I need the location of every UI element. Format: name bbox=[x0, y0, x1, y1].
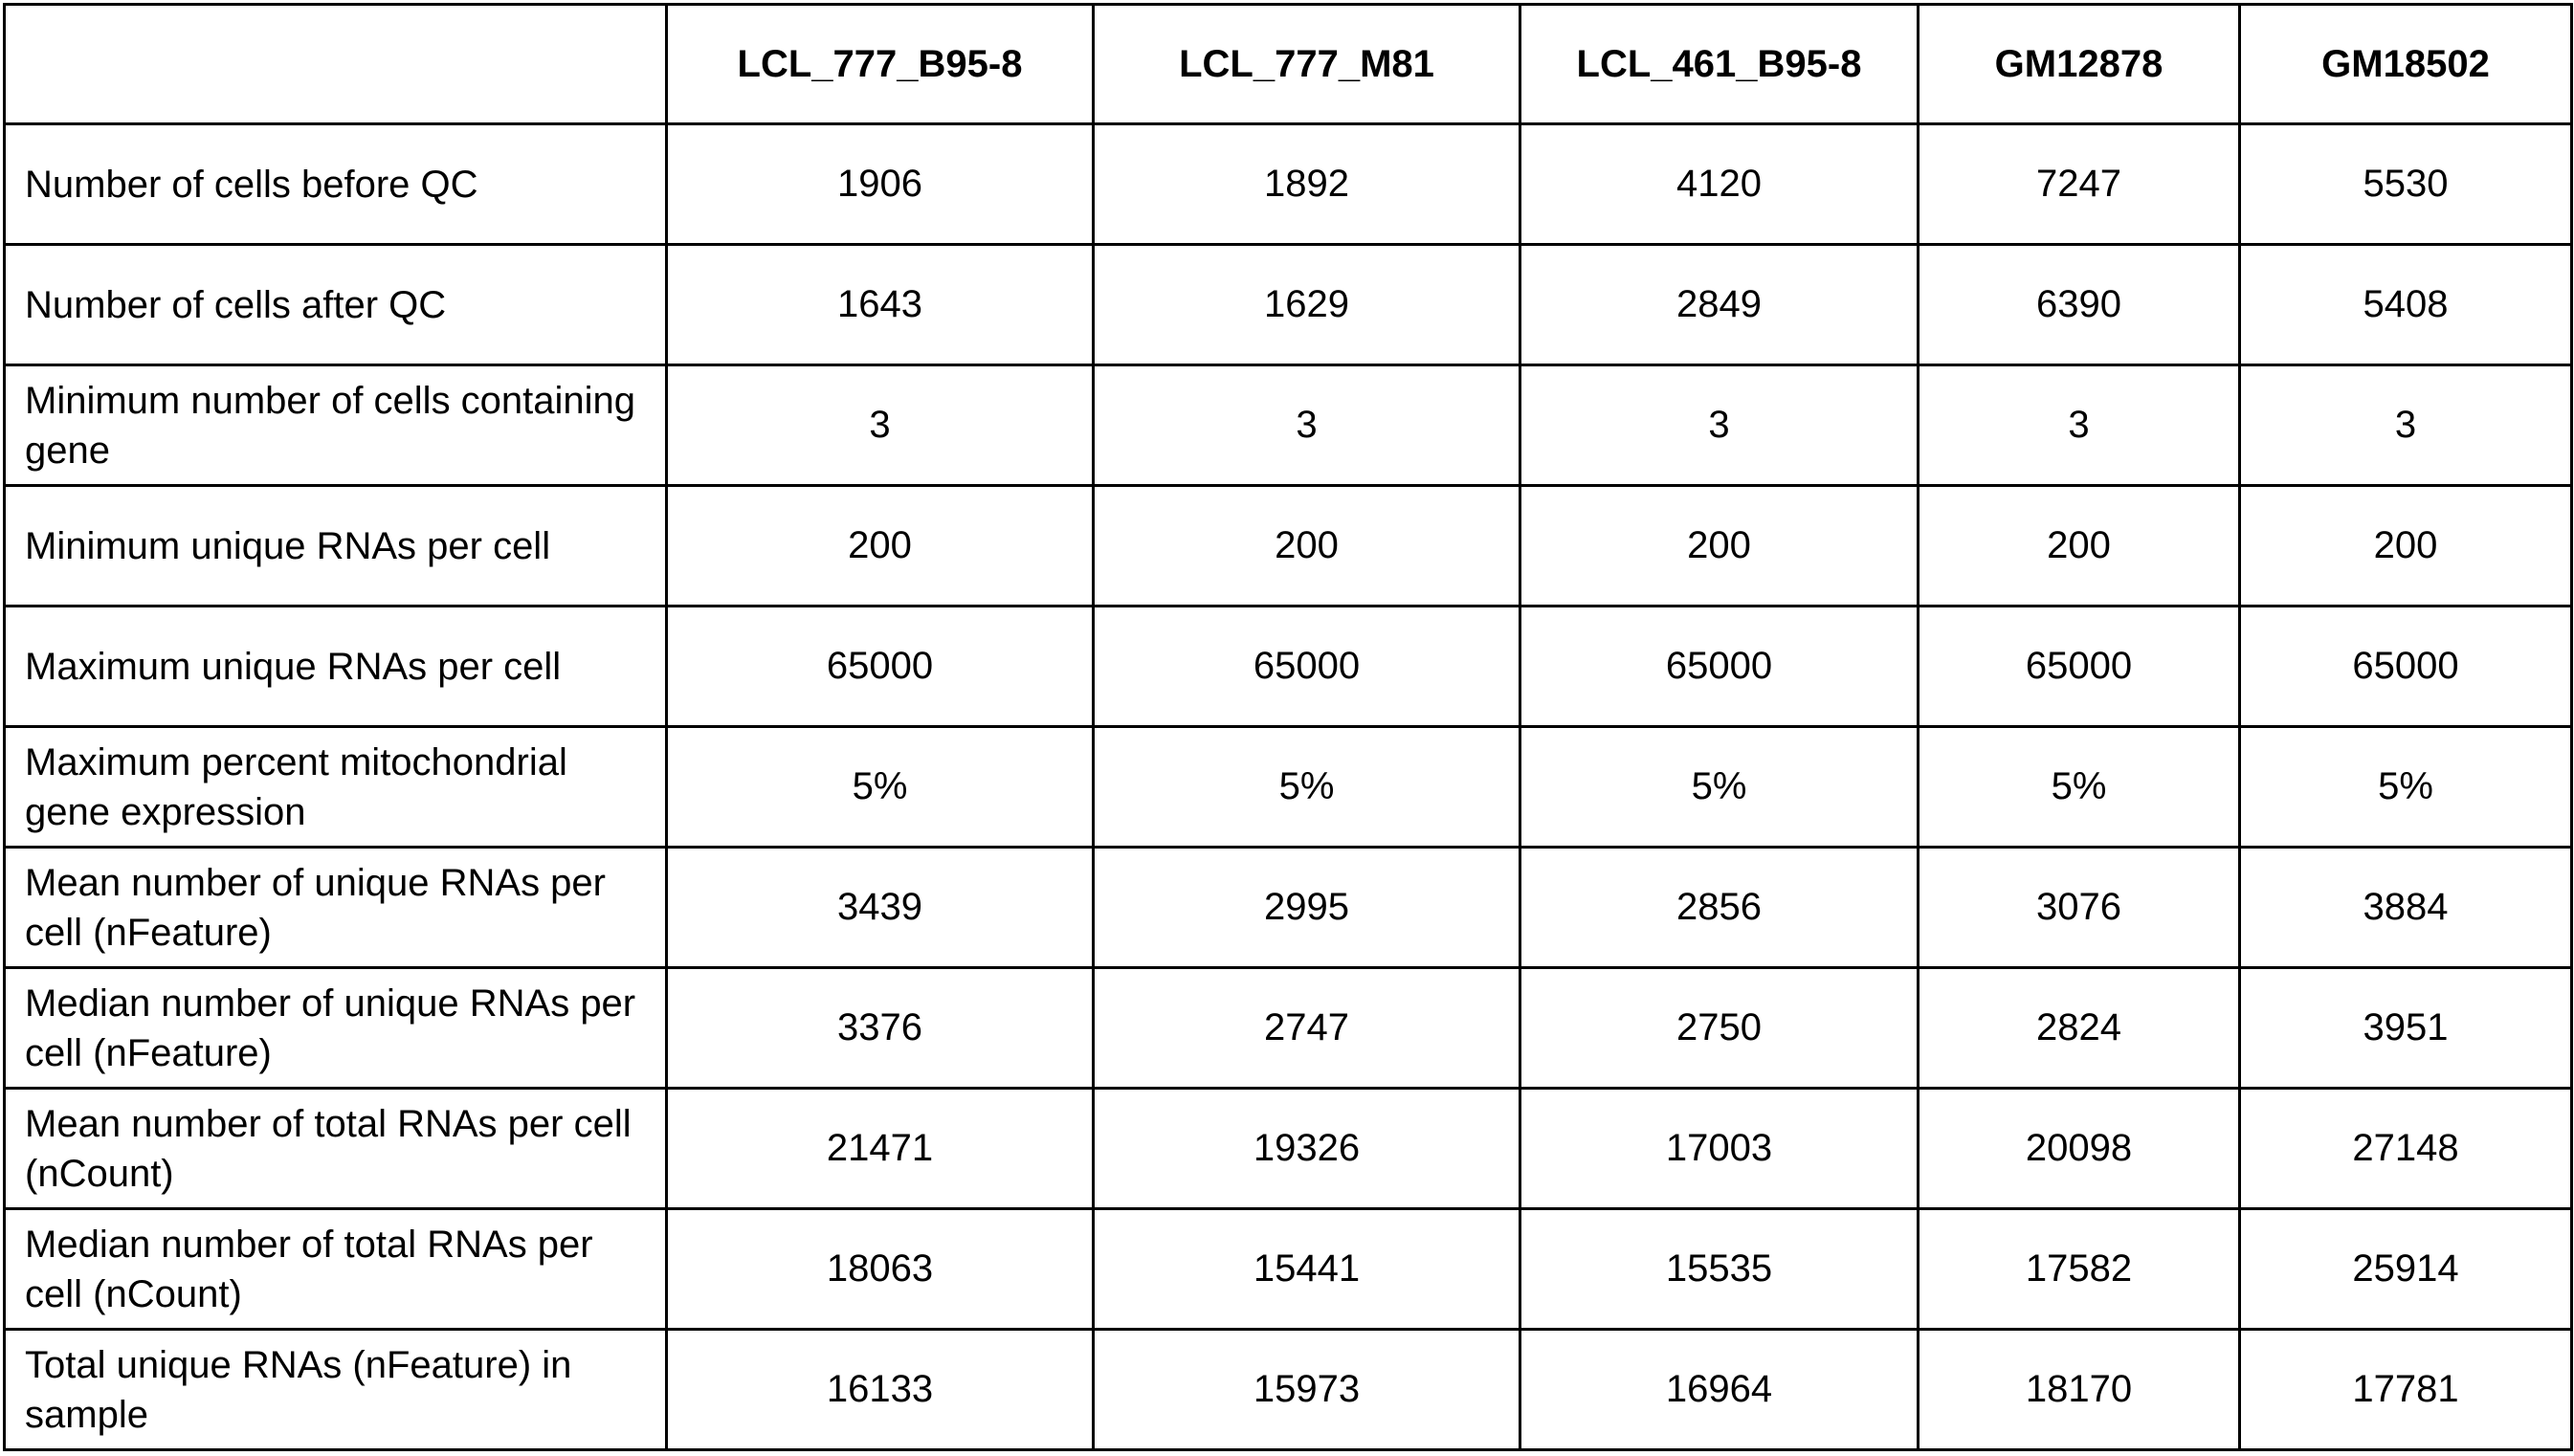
table-cell: 1643 bbox=[667, 245, 1094, 365]
table-cell: 17003 bbox=[1520, 1089, 1919, 1209]
table-cell: 20098 bbox=[1919, 1089, 2240, 1209]
table-row bbox=[5, 1209, 2572, 1330]
table-cell: 200 bbox=[2240, 486, 2572, 607]
table-cell: 3076 bbox=[1919, 848, 2240, 968]
table-cell: 2856 bbox=[1520, 848, 1919, 968]
qc-metrics-table bbox=[3, 3, 2573, 1451]
row-label: Median number of total RNAs per cell (nCount) bbox=[5, 1209, 667, 1330]
column-header: LCL_777_M81 bbox=[1094, 5, 1520, 124]
row-label: Number of cells after QC bbox=[5, 245, 667, 365]
table-cell: 6390 bbox=[1919, 245, 2240, 365]
table-cell: 27148 bbox=[2240, 1089, 2572, 1209]
table-cell: 3951 bbox=[2240, 968, 2572, 1089]
table-cell: 17582 bbox=[1919, 1209, 2240, 1330]
table-cell: 2995 bbox=[1094, 848, 1520, 968]
table-row bbox=[5, 124, 2572, 245]
table-cell: 2849 bbox=[1520, 245, 1919, 365]
table-row bbox=[5, 607, 2572, 727]
table-cell: 200 bbox=[667, 486, 1094, 607]
table-cell: 16964 bbox=[1520, 1330, 1919, 1450]
table-cell: 15535 bbox=[1520, 1209, 1919, 1330]
table-cell: 5% bbox=[2240, 727, 2572, 848]
table-cell: 3 bbox=[667, 365, 1094, 486]
table-cell: 65000 bbox=[1094, 607, 1520, 727]
table-row bbox=[5, 245, 2572, 365]
table-header-row bbox=[5, 5, 2572, 124]
table-cell: 4120 bbox=[1520, 124, 1919, 245]
table-cell: 200 bbox=[1919, 486, 2240, 607]
row-label: Median number of unique RNAs per cell (nFeature) bbox=[5, 968, 667, 1089]
table-cell: 3376 bbox=[667, 968, 1094, 1089]
row-label: Mean number of total RNAs per cell (nCount) bbox=[5, 1089, 667, 1209]
table-cell: 18170 bbox=[1919, 1330, 2240, 1450]
table-row bbox=[5, 968, 2572, 1089]
row-label: Maximum percent mitochondrial gene expression bbox=[5, 727, 667, 848]
table-cell: 3 bbox=[1094, 365, 1520, 486]
table-cell: 65000 bbox=[1520, 607, 1919, 727]
table-cell: 65000 bbox=[667, 607, 1094, 727]
table-cell: 1629 bbox=[1094, 245, 1520, 365]
table-row bbox=[5, 848, 2572, 968]
table-body bbox=[5, 124, 2572, 1450]
column-header: LCL_461_B95-8 bbox=[1520, 5, 1919, 124]
table-cell: 3439 bbox=[667, 848, 1094, 968]
table-cell: 15973 bbox=[1094, 1330, 1520, 1450]
table-cell: 16133 bbox=[667, 1330, 1094, 1450]
row-label: Maximum unique RNAs per cell bbox=[5, 607, 667, 727]
table-cell: 3 bbox=[1520, 365, 1919, 486]
table-row bbox=[5, 365, 2572, 486]
row-label: Total unique RNAs (nFeature) in sample bbox=[5, 1330, 667, 1450]
table-cell: 18063 bbox=[667, 1209, 1094, 1330]
table-cell: 3884 bbox=[2240, 848, 2572, 968]
table-cell: 65000 bbox=[2240, 607, 2572, 727]
table-cell: 3 bbox=[1919, 365, 2240, 486]
table-cell: 2750 bbox=[1520, 968, 1919, 1089]
row-label: Number of cells before QC bbox=[5, 124, 667, 245]
table-row bbox=[5, 486, 2572, 607]
table-row bbox=[5, 1089, 2572, 1209]
table-cell: 25914 bbox=[2240, 1209, 2572, 1330]
column-header: LCL_777_B95-8 bbox=[667, 5, 1094, 124]
table-cell: 2824 bbox=[1919, 968, 2240, 1089]
table-cell: 2747 bbox=[1094, 968, 1520, 1089]
table-row bbox=[5, 727, 2572, 848]
table-cell: 5530 bbox=[2240, 124, 2572, 245]
table-cell: 1906 bbox=[667, 124, 1094, 245]
table-cell: 5% bbox=[1520, 727, 1919, 848]
row-label: Minimum unique RNAs per cell bbox=[5, 486, 667, 607]
table-cell: 5% bbox=[667, 727, 1094, 848]
table-cell: 5408 bbox=[2240, 245, 2572, 365]
table-cell: 65000 bbox=[1919, 607, 2240, 727]
table-cell: 21471 bbox=[667, 1089, 1094, 1209]
row-label: Mean number of unique RNAs per cell (nFeature) bbox=[5, 848, 667, 968]
table-cell: 5% bbox=[1094, 727, 1520, 848]
table-row bbox=[5, 1330, 2572, 1450]
table-cell: 3 bbox=[2240, 365, 2572, 486]
table-cell: 1892 bbox=[1094, 124, 1520, 245]
table-cell: 200 bbox=[1094, 486, 1520, 607]
table-cell: 17781 bbox=[2240, 1330, 2572, 1450]
table-cell: 200 bbox=[1520, 486, 1919, 607]
table-cell: 15441 bbox=[1094, 1209, 1520, 1330]
table-cell: 7247 bbox=[1919, 124, 2240, 245]
column-header: GM12878 bbox=[1919, 5, 2240, 124]
corner-cell bbox=[5, 5, 667, 124]
table-cell: 19326 bbox=[1094, 1089, 1520, 1209]
column-header: GM18502 bbox=[2240, 5, 2572, 124]
table-cell: 5% bbox=[1919, 727, 2240, 848]
row-label: Minimum number of cells containing gene bbox=[5, 365, 667, 486]
